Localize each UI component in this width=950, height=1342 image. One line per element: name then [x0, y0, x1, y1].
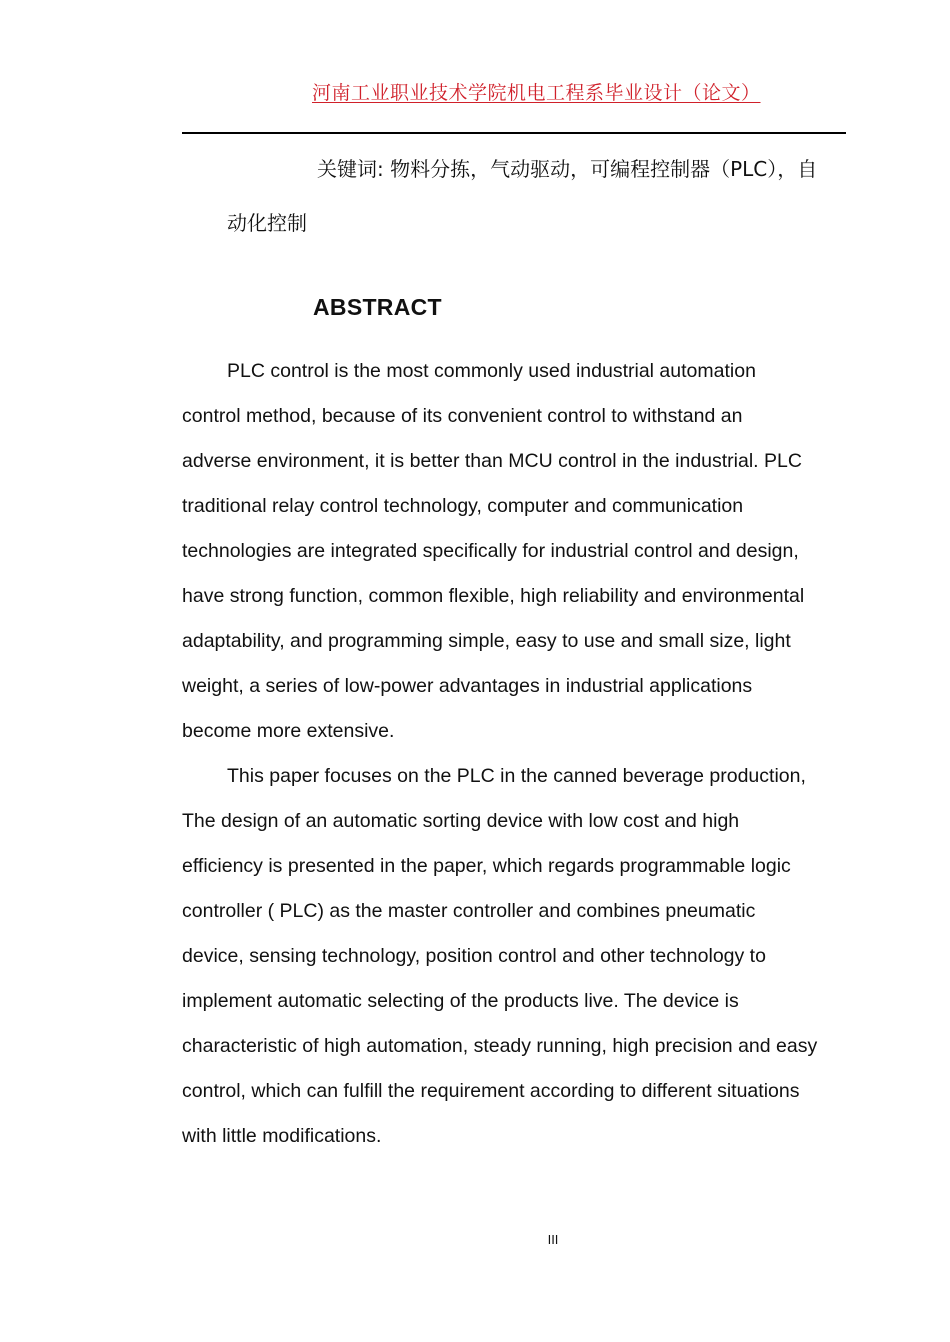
header-rule: [182, 132, 846, 134]
abstract-p2-line: controller ( PLC) as the master controller and combines pneumatic: [182, 900, 756, 922]
keywords-line-1: 关键词: 物料分拣，气动驱动，可编程控制器（PLC），自: [317, 157, 818, 181]
abstract-p2-line: characteristic of high automation, steady running, high precision and easy: [182, 1035, 818, 1057]
abstract-p2-line: The design of an automatic sorting device with low cost and high: [182, 810, 740, 832]
abstract-p1-line: weight, a series of low-power advantages in industrial applications: [182, 675, 753, 697]
abstract-p2-line: device, sensing technology, position control and other technology to: [182, 945, 766, 967]
running-header-title: 河南工业职业技术学院机电工程系毕业设计（论文）: [312, 82, 761, 104]
keywords-line-2: 动化控制: [227, 211, 307, 235]
abstract-p1-line: adverse environment, it is better than MCU control in the industrial. PLC: [182, 450, 802, 472]
abstract-p1-line: have strong function, common flexible, high reliability and environmental: [182, 585, 805, 607]
abstract-p2-line: control, which can fulfill the requirement according to different situations: [182, 1080, 800, 1102]
abstract-p1-line: PLC control is the most commonly used industrial automation: [227, 360, 756, 382]
keywords-paragraph: [182, 142, 846, 250]
page-number: III: [547, 1232, 559, 1247]
abstract-p1-line: adaptability, and programming simple, easy to use and small size, light: [182, 630, 791, 652]
abstract-p1-line: become more extensive.: [182, 720, 395, 742]
abstract-p2-line: efficiency is presented in the paper, which regards programmable logic: [182, 855, 791, 877]
abstract-body: [182, 349, 854, 1159]
abstract-p2-line: implement automatic selecting of the products live. The device is: [182, 990, 739, 1012]
abstract-p1-line: traditional relay control technology, computer and communication: [182, 495, 744, 517]
abstract-p2-line: This paper focuses on the PLC in the canned beverage production,: [227, 765, 806, 787]
abstract-heading: ABSTRACT: [313, 294, 442, 320]
abstract-p2-line: with little modifications.: [182, 1125, 382, 1147]
abstract-p1-line: technologies are integrated specifically for industrial control and design,: [182, 540, 799, 562]
abstract-p1-line: control method, because of its convenient control to withstand an: [182, 405, 743, 427]
